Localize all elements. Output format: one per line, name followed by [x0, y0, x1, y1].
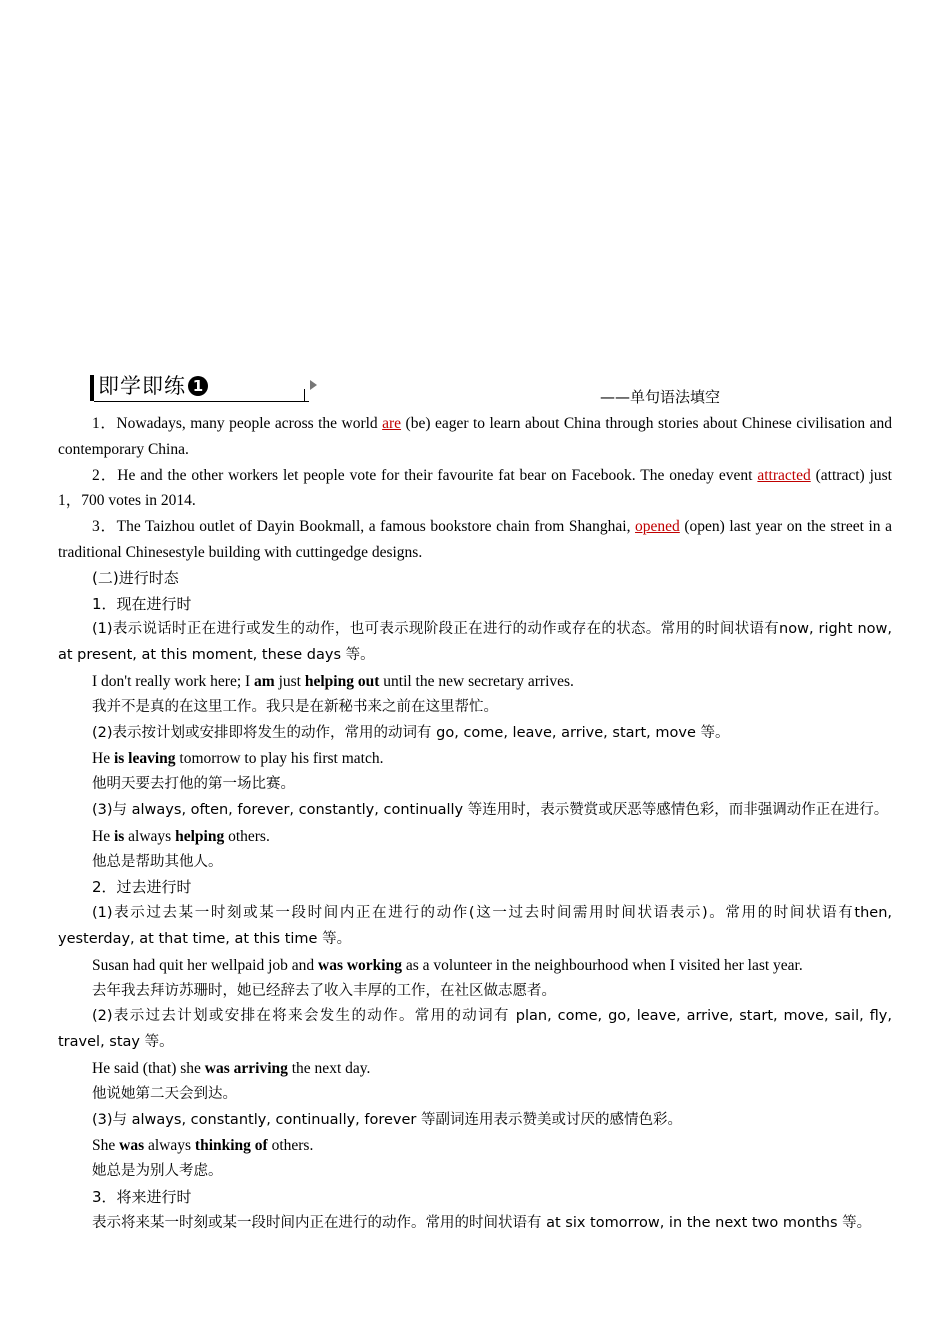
exercise-item: 3．The Taizhou outlet of Dayin Bookmall, a famous bookstore chain from Shanghai, opened (open) last year on the street in a traditional Chinesestyle building with cuttingedge designs.: [58, 518, 892, 561]
banner-tick: [304, 389, 305, 402]
banner-title: 即学即练 1: [98, 372, 208, 400]
exercise-item: 1．Nowadays, many people across the world are (be) eager to learn about China through stories about Chinese civilisation and contemporary China.: [58, 415, 892, 458]
rule-text: (2)表示过去计划或安排在将来会发生的动作。常用的动词有 plan, come, go, leave, arrive, start, move, sail, fly, travel, stay 等。: [58, 1008, 892, 1051]
answer-text: are: [382, 415, 402, 432]
subsection-heading: 3．将来进行时: [92, 1187, 192, 1206]
example-sentence: He is leaving tomorrow to play his first match.: [92, 750, 384, 768]
example-translation: 他明天要去打他的第一场比赛。: [92, 776, 295, 793]
rule-text: (1)表示说话时正在进行或发生的动作，也可表示现阶段正在进行的动作或存在的状态。常用的时间状语有now, right now, at present, at this moment, these days 等。: [58, 621, 892, 664]
rule-text: (2)表示按计划或安排即将发生的动作，常用的动词有 go, come, leave, arrive, start, move 等。: [92, 724, 730, 741]
rule-text: (3)与 always, constantly, continually, forever 等副词连用表示赞美或讨厌的感情色彩。: [92, 1111, 683, 1128]
example-translation: 我并不是真的在这里工作。我只是在新秘书来之前在这里帮忙。: [92, 698, 498, 715]
exercise-item: 2．He and the other workers let people vote for their favourite fat bear on Facebook. The oneday event attracted (attract) just 1，700 votes in 2014.: [58, 466, 892, 510]
example-translation: 他总是帮助其他人。: [92, 853, 223, 870]
example-sentence: He is always helping others.: [92, 827, 270, 845]
example-sentence: I don't really work here; I am just helping out until the new secretary arrives.: [92, 672, 574, 690]
answer-text: opened: [635, 518, 680, 536]
play-arrow-icon: [310, 380, 317, 390]
rule-text: (3)与 always, often, forever, constantly, continually 等连用时，表示赞赏或厌恶等感情色彩，而非强调动作正在进行。: [92, 801, 889, 818]
answer-text: attracted: [757, 466, 811, 484]
rule-text: (1)表示过去某一时刻或某一段时间内正在进行的动作(这一过去时间需用时间状语表示)。常用的时间状语有then, yesterday, at that time, at this time 等。: [58, 905, 892, 947]
section-heading: (二)进行时态: [92, 568, 179, 587]
example-translation: 她总是为别人考虑。: [92, 1163, 223, 1180]
example-sentence: He said (that) she was arriving the next day.: [92, 1059, 371, 1077]
circled-number-badge: 1: [188, 376, 208, 396]
rule-text: 表示将来某一时刻或某一段时间内正在进行的动作。常用的时间状语有 at six tomorrow, in the next two months 等。: [92, 1214, 872, 1231]
subsection-heading: 1．现在进行时: [92, 594, 192, 613]
banner-underline: [94, 401, 309, 402]
content: [58, 411, 892, 1237]
example-sentence: She was always thinking of others.: [92, 1137, 314, 1155]
example-sentence: Susan had quit her wellpaid job and was working as a volunteer in the neighbourhood when I visited her last year.: [92, 956, 803, 974]
subsection-heading: 2．过去进行时: [92, 878, 192, 897]
example-translation: 他说她第二天会到达。: [92, 1085, 237, 1102]
example-translation: 去年我去拜访苏珊时，她已经辞去了收入丰厚的工作，在社区做志愿者。: [92, 982, 556, 999]
exercise-subtitle: ——单句语法填空: [600, 388, 721, 406]
banner-bar: [90, 375, 94, 401]
